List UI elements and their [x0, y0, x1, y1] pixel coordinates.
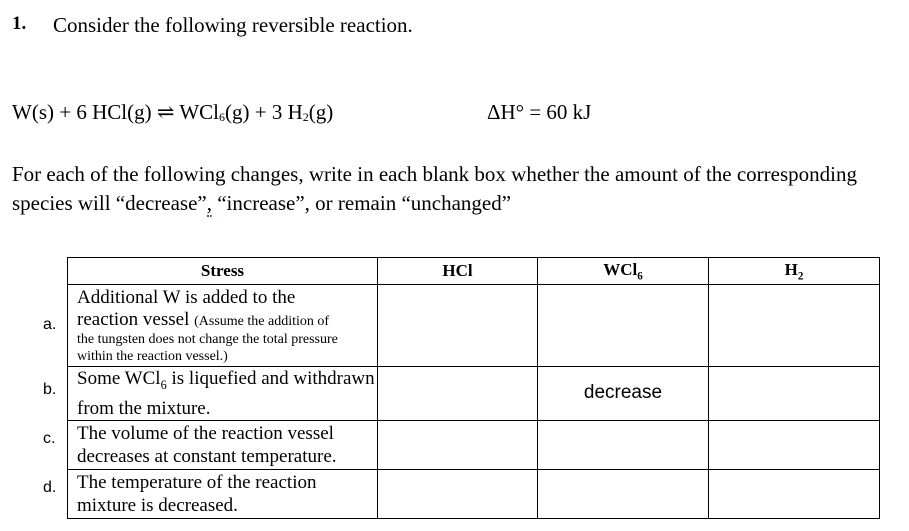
answer-c-hcl[interactable] — [378, 420, 538, 469]
stress-b-pre: Some WCl — [77, 368, 161, 389]
stress-a-note: (Assume the addition of — [194, 313, 330, 329]
answer-b-wcl6[interactable]: decrease — [538, 367, 709, 421]
header-wcl6-text: WCl — [603, 259, 638, 279]
stress-d: The temperature of the reaction mixture is decreased. — [68, 469, 378, 518]
stress-a-note2: the tungsten does not change the total pressure within the reaction vessel.) — [77, 331, 338, 364]
row-label-a: a. — [43, 316, 57, 333]
question-number: 1. — [12, 13, 27, 34]
answer-b-hcl[interactable] — [378, 367, 538, 421]
header-wcl6-sub: 6 — [637, 270, 643, 283]
answer-b-h2[interactable] — [709, 367, 880, 421]
stress-table — [67, 257, 880, 519]
header-hcl: HCl — [378, 258, 538, 285]
equation-reactants: W(s) + 6 HCl(g) — [12, 100, 152, 124]
enthalpy-value: ΔH° = 60 kJ — [487, 100, 592, 124]
answer-a-h2[interactable] — [709, 285, 880, 367]
row-label-b: b. — [43, 381, 57, 398]
stress-b-sub: 6 — [160, 377, 167, 392]
instructions-part1: For each of the following changes, write in each blank box whether the amount of the corresponding species will “decrease” — [12, 162, 857, 215]
table-row — [68, 420, 880, 469]
stress-b — [68, 367, 378, 421]
stress-a-line1: Additional W is added to the — [77, 286, 296, 308]
table-row — [68, 285, 880, 367]
table-header-row — [68, 258, 880, 285]
answer-a-wcl6[interactable] — [538, 285, 709, 367]
reaction-equation — [12, 100, 333, 125]
stress-c: The volume of the reaction vessel decreases at constant temperature. — [68, 420, 378, 469]
equation-h-subscript: 2 — [302, 110, 309, 124]
equation-product-wcl: WCl — [179, 100, 219, 124]
answer-c-wcl6[interactable] — [538, 420, 709, 469]
answer-d-h2[interactable] — [709, 469, 880, 518]
question-text: Consider the following reversible reaction. — [53, 13, 413, 37]
answer-d-hcl[interactable] — [378, 469, 538, 518]
row-label-c: c. — [43, 430, 56, 447]
table-row — [68, 367, 880, 421]
equation-product-h-state: (g) — [308, 100, 334, 124]
equation-product-h: (g) + 3 H — [224, 100, 303, 124]
equation-wcl-subscript: 6 — [218, 110, 225, 124]
equilibrium-arrow-icon: ⇌ — [156, 100, 175, 124]
stress-b-post: is liquefied and withdrawn from the mixture. — [77, 368, 375, 419]
table-row — [68, 469, 880, 518]
header-h2-text: H — [784, 259, 798, 279]
stress-a — [68, 285, 378, 367]
instructions-comma: , — [206, 191, 212, 215]
header-wcl6 — [538, 258, 709, 285]
instructions-part3: “increase”, or remain “unchanged” — [211, 191, 512, 215]
header-stress: Stress — [68, 258, 378, 285]
answer-c-h2[interactable] — [709, 420, 880, 469]
answer-d-wcl6[interactable] — [538, 469, 709, 518]
instructions — [12, 160, 902, 218]
header-h2 — [709, 258, 880, 285]
answer-a-hcl[interactable] — [378, 285, 538, 367]
row-label-d: d. — [43, 479, 57, 496]
stress-a-line2: reaction vessel — [77, 308, 190, 330]
header-h2-sub: 2 — [797, 270, 804, 283]
